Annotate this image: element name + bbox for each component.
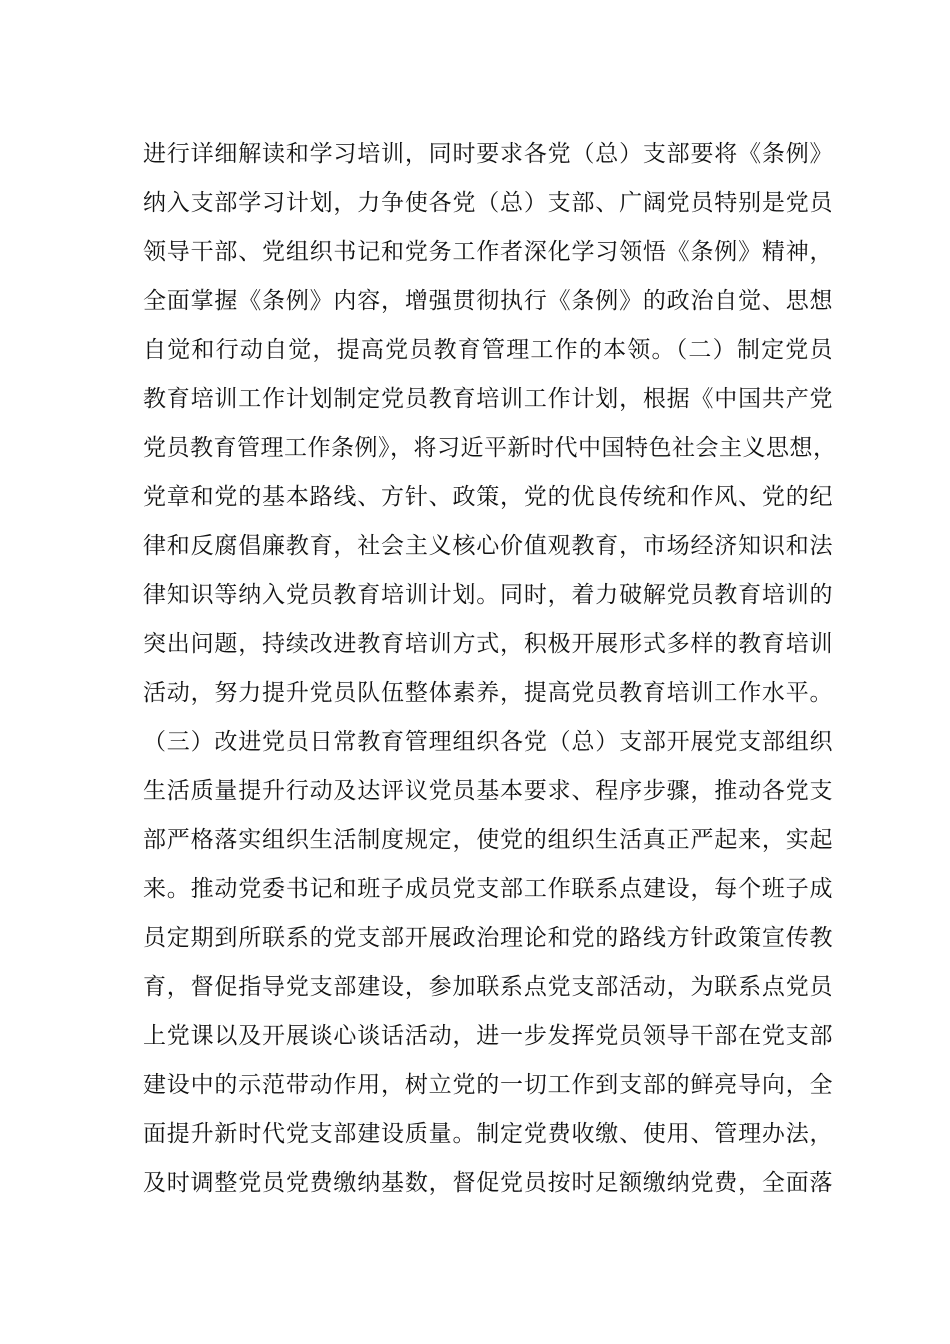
text-line: 育，督促指导党支部建设，参加联系点党支部活动，为联系点党员 <box>143 974 833 1000</box>
body-text <box>143 130 837 1208</box>
text-line: 部严格落实组织生活制度规定，使党的组织生活真正严起来，实起 <box>143 827 833 853</box>
text-line: 律知识等纳入党员教育培训计划。同时，着力破解党员教育培训的 <box>143 582 833 608</box>
text-line: 进行详细解读和学习培训，同时要求各党（总）支部要将《条例》 <box>143 141 833 167</box>
text-line: 党章和党的基本路线、方针、政策，党的优良传统和作风、党的纪 <box>143 484 833 510</box>
text-line: 教育培训工作计划制定党员教育培训工作计划，根据《中国共产党 <box>143 386 833 412</box>
text-line: 突出问题，持续改进教育培训方式，积极开展形式多样的教育培训 <box>143 631 833 657</box>
text-line: 自觉和行动自觉，提高党员教育管理工作的本领。（二）制定党员 <box>143 337 833 363</box>
text-line: 面提升新时代党支部建设质量。制定党费收缴、使用、管理办法， <box>143 1121 833 1147</box>
text-line: 活动，努力提升党员队伍整体素养，提高党员教育培训工作水平。 <box>143 680 833 706</box>
text-line: 纳入支部学习计划，力争使各党（总）支部、广阔党员特别是党员 <box>143 190 833 216</box>
text-line: 及时调整党员党费缴纳基数，督促党员按时足额缴纳党费，全面落 <box>143 1170 833 1196</box>
text-line: 全面掌握《条例》内容，增强贯彻执行《条例》的政治自觉、思想 <box>143 288 833 314</box>
text-line: （三）改进党员日常教育管理组织各党（总）支部开展党支部组织 <box>143 729 833 755</box>
text-line: 上党课以及开展谈心谈话活动，进一步发挥党员领导干部在党支部 <box>143 1023 833 1049</box>
text-line: 领导干部、党组织书记和党务工作者深化学习领悟《条例》精神， <box>143 239 833 265</box>
text-line: 律和反腐倡廉教育，社会主义核心价值观教育，市场经济知识和法 <box>143 533 833 559</box>
text-line: 员定期到所联系的党支部开展政治理论和党的路线方针政策宣传教 <box>143 925 833 951</box>
text-line: 来。推动党委书记和班子成员党支部工作联系点建设，每个班子成 <box>143 876 833 902</box>
text-line: 生活质量提升行动及达评议党员基本要求、程序步骤，推动各党支 <box>143 778 833 804</box>
text-line: 建设中的示范带动作用，树立党的一切工作到支部的鲜亮导向，全 <box>143 1072 833 1098</box>
text-line: 党员教育管理工作条例》，将习近平新时代中国特色社会主义思想， <box>143 435 837 461</box>
